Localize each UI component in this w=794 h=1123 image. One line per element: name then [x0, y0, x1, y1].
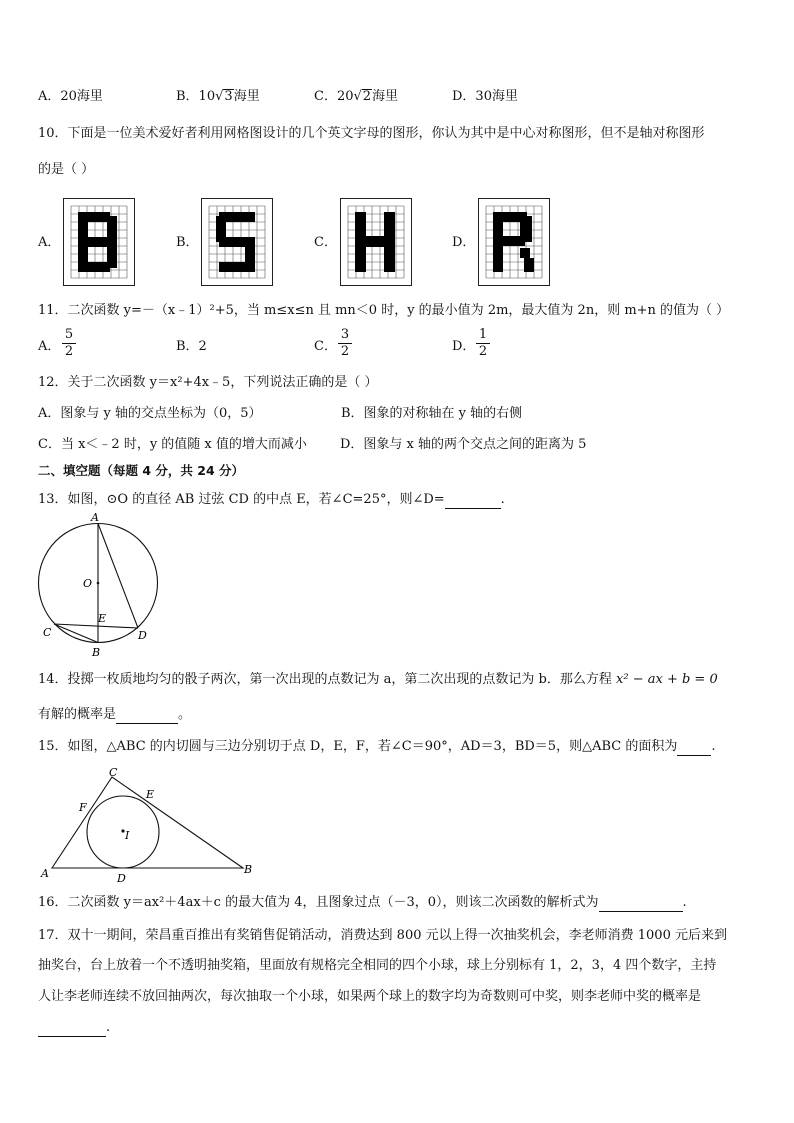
- q15-stem-text: 15．如图，△ABC 的内切圆与三边分别切于点 D，E，F，若∠C＝90°，AD＝3，BD＝5，则△ABC 的面积为: [38, 739, 678, 754]
- label-b: B: [92, 646, 101, 659]
- q15-answer-blank: [677, 739, 711, 756]
- q11-option-b: B．2: [176, 339, 207, 354]
- letter-grid-r: [478, 198, 550, 286]
- q14-equation: x² − ax + b = 0: [616, 672, 718, 687]
- label-d: D: [138, 629, 147, 642]
- denominator: 2: [478, 344, 488, 359]
- q12-option-b: B．图象的对称轴在 y 轴的右侧: [341, 406, 523, 421]
- numerator: 1: [478, 327, 488, 342]
- q10-label-d: D．: [452, 235, 476, 250]
- q15-stem-end: .: [711, 739, 716, 754]
- q13-stem: [38, 492, 505, 509]
- q12-stem: 12．关于二次函数 y＝x²+4x﹣5，下列说法正确的是（ ）: [38, 375, 378, 390]
- section-heading: 二、填空题（每题 4 分，共 24 分）: [38, 463, 245, 478]
- q11-option-d-fraction: [476, 328, 490, 359]
- label-b: B: [244, 863, 253, 876]
- q14-stem-line2: [38, 707, 191, 724]
- q11-option-a-fraction: [62, 328, 76, 359]
- letter-b-shape: [78, 212, 117, 272]
- q11-label-a: A．: [38, 339, 61, 354]
- label-i: I: [125, 829, 130, 842]
- q14-stem-text: 14．投掷一枚质地均匀的骰子两次，第一次出现的点数记为 a，第二次出现的点数记为 b．那么方程: [38, 672, 612, 687]
- letter-s-shape: [216, 212, 255, 272]
- q13-answer-blank: [445, 492, 501, 509]
- label-o: O: [83, 577, 93, 590]
- q9-option-c-prefix: C．20: [314, 89, 354, 104]
- q16-answer-blank: [599, 895, 683, 912]
- q11-stem: 11．二次函数 y=－（x﹣1）²+5，当 m≤x≤n 且 mn＜0 时，y 的最小值为 2m，最大值为 2n，则 m+n 的值为（ ）: [38, 303, 730, 318]
- q10-stem-line2: 的是（ ）: [38, 162, 95, 177]
- q17-stem-line3: 人让李老师连续不放回抽两次，每次抽取一个小球，如果两个球上的数字均为奇数则可中奖，则李老师中奖的概率是: [38, 989, 702, 1004]
- q9-option-b: [176, 89, 260, 105]
- numerator: 3: [340, 327, 350, 342]
- q17-stem-line2: 抽奖台，台上放着一个不透明抽奖箱，里面放有规格完全相同的四个小球，球上分别标有 1，2，3，4 四个数字，主持: [38, 958, 717, 973]
- label-e: E: [98, 612, 107, 625]
- q9-option-b-prefix: B．10: [176, 89, 216, 104]
- q16-stem-end: .: [682, 895, 687, 910]
- q10-label-c: C．: [314, 235, 337, 250]
- q13-stem-text: 13．如图，⊙O 的直径 AB 过弦 CD 的中点 E，若∠C=25°，则∠D=: [38, 492, 445, 507]
- q12-option-c: C．当 x＜﹣2 时，y 的值随 x 值的增大而减小: [38, 437, 307, 452]
- q17-stem-line1: 17．双十一期间，荣昌重百推出有奖销售促销活动，消费达到 800 元以上得一次抽奖机会，李老师消费 1000 元后来到: [38, 928, 727, 943]
- letter-grid-s: [201, 198, 273, 286]
- q11-label-c: C．: [314, 339, 337, 354]
- q17-answer-line: [38, 1020, 110, 1037]
- q14-answer-blank: [116, 707, 178, 724]
- q16-stem-text: 16．二次函数 y＝ax²＋4ax＋c 的最大值为 4，且图象过点（－3，0），则该二次函数的解析式为: [38, 895, 599, 910]
- q13-circle-diagram: [30, 510, 170, 660]
- q17-stem-end: .: [106, 1020, 111, 1035]
- q10-label-a: A．: [38, 235, 61, 250]
- q14-stem-line2-end: 。: [178, 707, 192, 722]
- label-a: A: [91, 511, 99, 524]
- q9-option-d: D．30海里: [452, 89, 518, 104]
- q9-option-c-radicand: 2: [362, 89, 372, 104]
- label-e: E: [146, 788, 155, 801]
- q11-label-d: D．: [452, 339, 476, 354]
- label-a: A: [41, 867, 49, 880]
- q15-stem: [38, 739, 715, 756]
- q12-option-a: A．图象与 y 轴的交点坐标为（0，5）: [38, 406, 262, 421]
- denominator: 2: [64, 344, 74, 359]
- denominator: 2: [340, 344, 350, 359]
- q13-stem-end: .: [500, 492, 505, 507]
- q16-stem: [38, 895, 687, 912]
- label-c: C: [109, 766, 118, 779]
- q9-option-c: [314, 89, 398, 105]
- q14-stem-line1: [38, 672, 718, 688]
- q15-triangle-diagram: [35, 760, 265, 886]
- q9-option-b-unit: 海里: [233, 89, 260, 104]
- label-d: D: [117, 872, 126, 885]
- label-c: C: [43, 626, 52, 639]
- letter-grid-h: [340, 198, 412, 286]
- q9-option-a: A．20海里: [38, 89, 103, 104]
- q12-option-d: D．图象与 x 轴的两个交点之间的距离为 5: [340, 437, 587, 452]
- q17-answer-blank: [38, 1020, 106, 1037]
- q10-label-b: B．: [176, 235, 199, 250]
- letter-grid-b: [63, 198, 135, 286]
- q10-stem-line1: 10．下面是一位美术爱好者利用网格图设计的几个英文字母的图形，你认为其中是中心对称图形，但不是轴对称图形: [38, 126, 705, 141]
- q9-option-b-radicand: 3: [224, 89, 233, 104]
- q9-option-c-unit: 海里: [372, 89, 399, 104]
- label-f: F: [79, 801, 87, 814]
- numerator: 5: [64, 327, 74, 342]
- q9-option-c-sqrt: √2: [353, 89, 372, 104]
- q11-option-c-fraction: [338, 328, 352, 359]
- q9-option-b-sqrt: √3: [215, 89, 233, 104]
- q14-stem-line2-text: 有解的概率是: [38, 707, 117, 722]
